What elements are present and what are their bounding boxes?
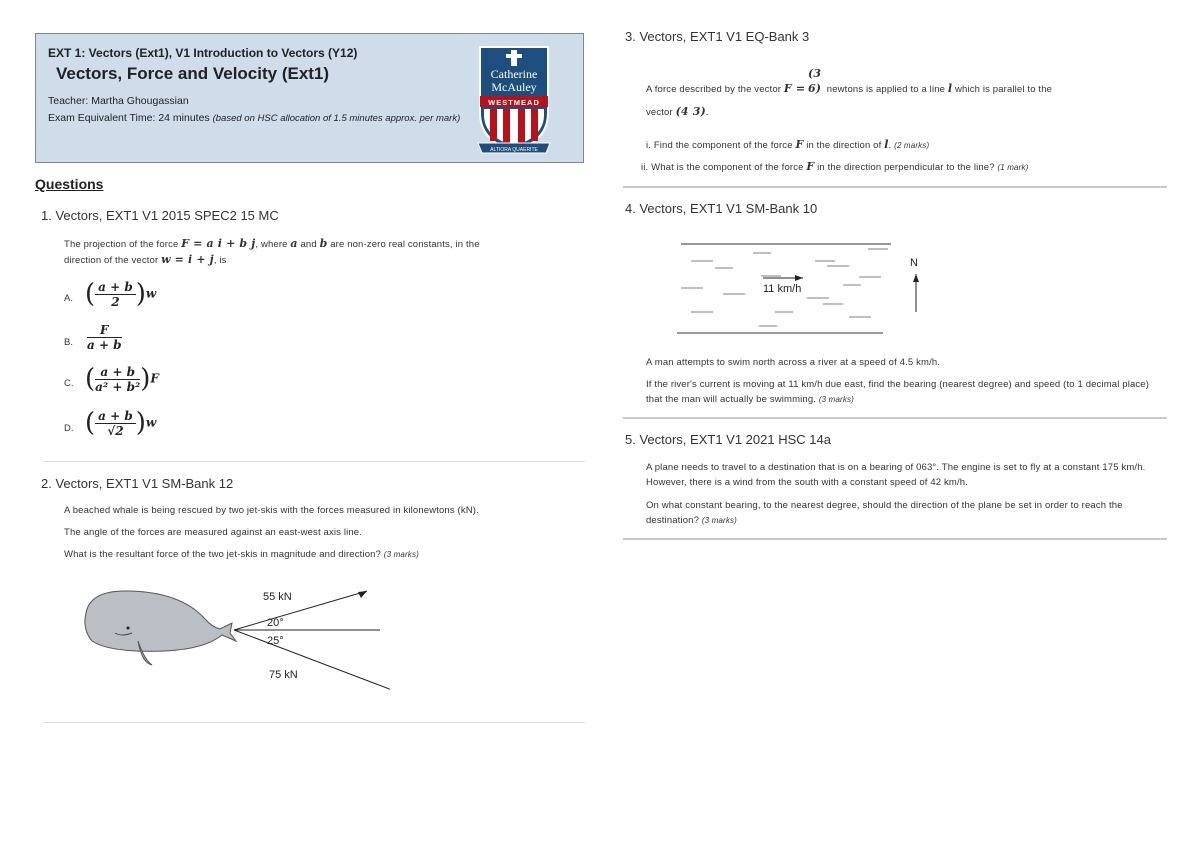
exam-time-value: 24 minutes [158, 112, 210, 124]
header-subtitle: EXT 1: Vectors (Ext1), V1 Introduction to Vectors (Y12) [48, 46, 358, 60]
q1-option-c-label: C. [64, 378, 74, 389]
whale-diagram [80, 583, 390, 708]
q1-title: 1. Vectors, EXT1 V1 2015 SPEC2 15 MC [41, 208, 279, 223]
force-75-vector [234, 630, 390, 701]
q5-marks: (3 marks) [701, 516, 737, 525]
school-crest-logo [476, 43, 552, 155]
current-label: 11 km/h [763, 283, 802, 295]
whale-shape [85, 591, 236, 651]
angle-25-label: 25° [267, 635, 284, 647]
q1-option-d-math: ( $\frac{a + b}{√2}$ )w [85, 408, 157, 438]
worksheet-header [35, 33, 584, 163]
q5-separator [623, 538, 1167, 540]
teacher-line [48, 95, 189, 107]
q1-option-a-label: A. [64, 293, 73, 304]
logo-campus: WESTMEAD [488, 98, 540, 107]
teacher-label: Teacher: [48, 95, 89, 107]
angle-20-label: 20° [267, 617, 284, 629]
logo-motto: ALTIORA QUAERITE [490, 147, 538, 153]
q3-line-vector: (4 3) [675, 105, 706, 118]
q1-force-expression: F = a i + b j [181, 237, 256, 250]
header-title: Vectors, Force and Velocity (Ext1) [56, 64, 330, 83]
q2-line2: The angle of the forces are measured against an east-west axis line. [64, 527, 362, 538]
q2-line1: A beached whale is being rescued by two jet-skis with the forces measured in kilonewtons (kN). [64, 505, 479, 516]
q5-line2: On what constant bearing, to the nearest degree, should the direction of the plane be set in order to reach the destination? (3 marks) [646, 500, 1123, 526]
q3-title: 3. Vectors, EXT1 V1 EQ-Bank 3 [625, 29, 810, 44]
q5-title: 5. Vectors, EXT1 V1 2021 HSC 14a [625, 432, 831, 447]
river-diagram [673, 236, 933, 340]
q1-separator [43, 461, 585, 462]
q4-line1: A man attempts to swim north across a river at a speed of 4.5 km/h. [646, 357, 941, 368]
logo-school-name: Catherine [490, 67, 538, 81]
q3-line1: A force described by the vector F = (3 6) newtons is applied to a line l which is parallel to the [646, 67, 1053, 95]
questions-heading: Questions [35, 176, 104, 192]
q5-line1: A plane needs to travel to a destination that is on a bearing of 063°. The engine is set to fly at a constant 175 km/h. However, there is a wind from the south with a constant speed of 42 km/h. [646, 462, 1146, 488]
teacher-name: Martha Ghougassian [91, 95, 189, 107]
q4-marks: (3 marks) [818, 395, 854, 404]
q3-force-vector: F = [783, 82, 806, 95]
q4-separator [623, 417, 1167, 419]
q1-option-c-math: ( $\frac{a + b}{\text{a² + b²}}$ )F [85, 364, 159, 394]
force-75-label: 75 kN [269, 669, 298, 681]
q1-option-b-label: B. [64, 337, 73, 348]
north-label: N [910, 257, 918, 269]
force-55-vector [234, 591, 367, 630]
q4-line2: If the river's current is moving at 11 km/h due east, find the bearing (nearest degree) and speed (to 1 decimal place) that the man will actually be swimming. (3 marks) [646, 379, 1150, 405]
q3-part-ii: ii. What is the component of the force F in the direction perpendicular to the line? (1 mark) [641, 160, 1029, 173]
q1-option-a-math: ( $\frac{a + b}{2}$ )w [85, 279, 157, 309]
force-55-label: 55 kN [263, 591, 292, 603]
q1-vector-expression: w = i + j [161, 253, 214, 266]
q2-title: 2. Vectors, EXT1 V1 SM-Bank 12 [41, 476, 234, 491]
q1-option-d-label: D. [64, 423, 74, 434]
q2-marks: (3 marks) [383, 550, 419, 559]
exam-time-note: (based on HSC allocation of 1.5 minutes approx. per mark) [212, 113, 461, 124]
q3-part-ii-marks: (1 mark) [997, 163, 1029, 172]
q1-option-b-math: $\frac{F}{a + b}$ [87, 323, 122, 352]
logo-school-name-2: McAuley [491, 80, 537, 94]
q3-line2: vector (4 3). [646, 105, 709, 118]
q3-part-i-marks: (2 marks) [894, 141, 930, 150]
q3-part-i: i. Find the component of the force F in the direction of l. (2 marks) [646, 138, 930, 151]
q1-text: The projection of the force F = a i + b j, where a and b are non-zero real constants, in the direction of the vector w = i + j, is [64, 237, 480, 266]
q2-separator [43, 722, 585, 723]
q4-title: 4. Vectors, EXT1 V1 SM-Bank 10 [625, 201, 818, 216]
exam-time-label: Exam Equivalent Time: [48, 112, 156, 124]
exam-time-line [48, 111, 468, 126]
q2-line3: What is the resultant force of the two jet-skis in magnitude and direction? (3 marks) [64, 549, 419, 560]
q3-separator [623, 186, 1167, 188]
